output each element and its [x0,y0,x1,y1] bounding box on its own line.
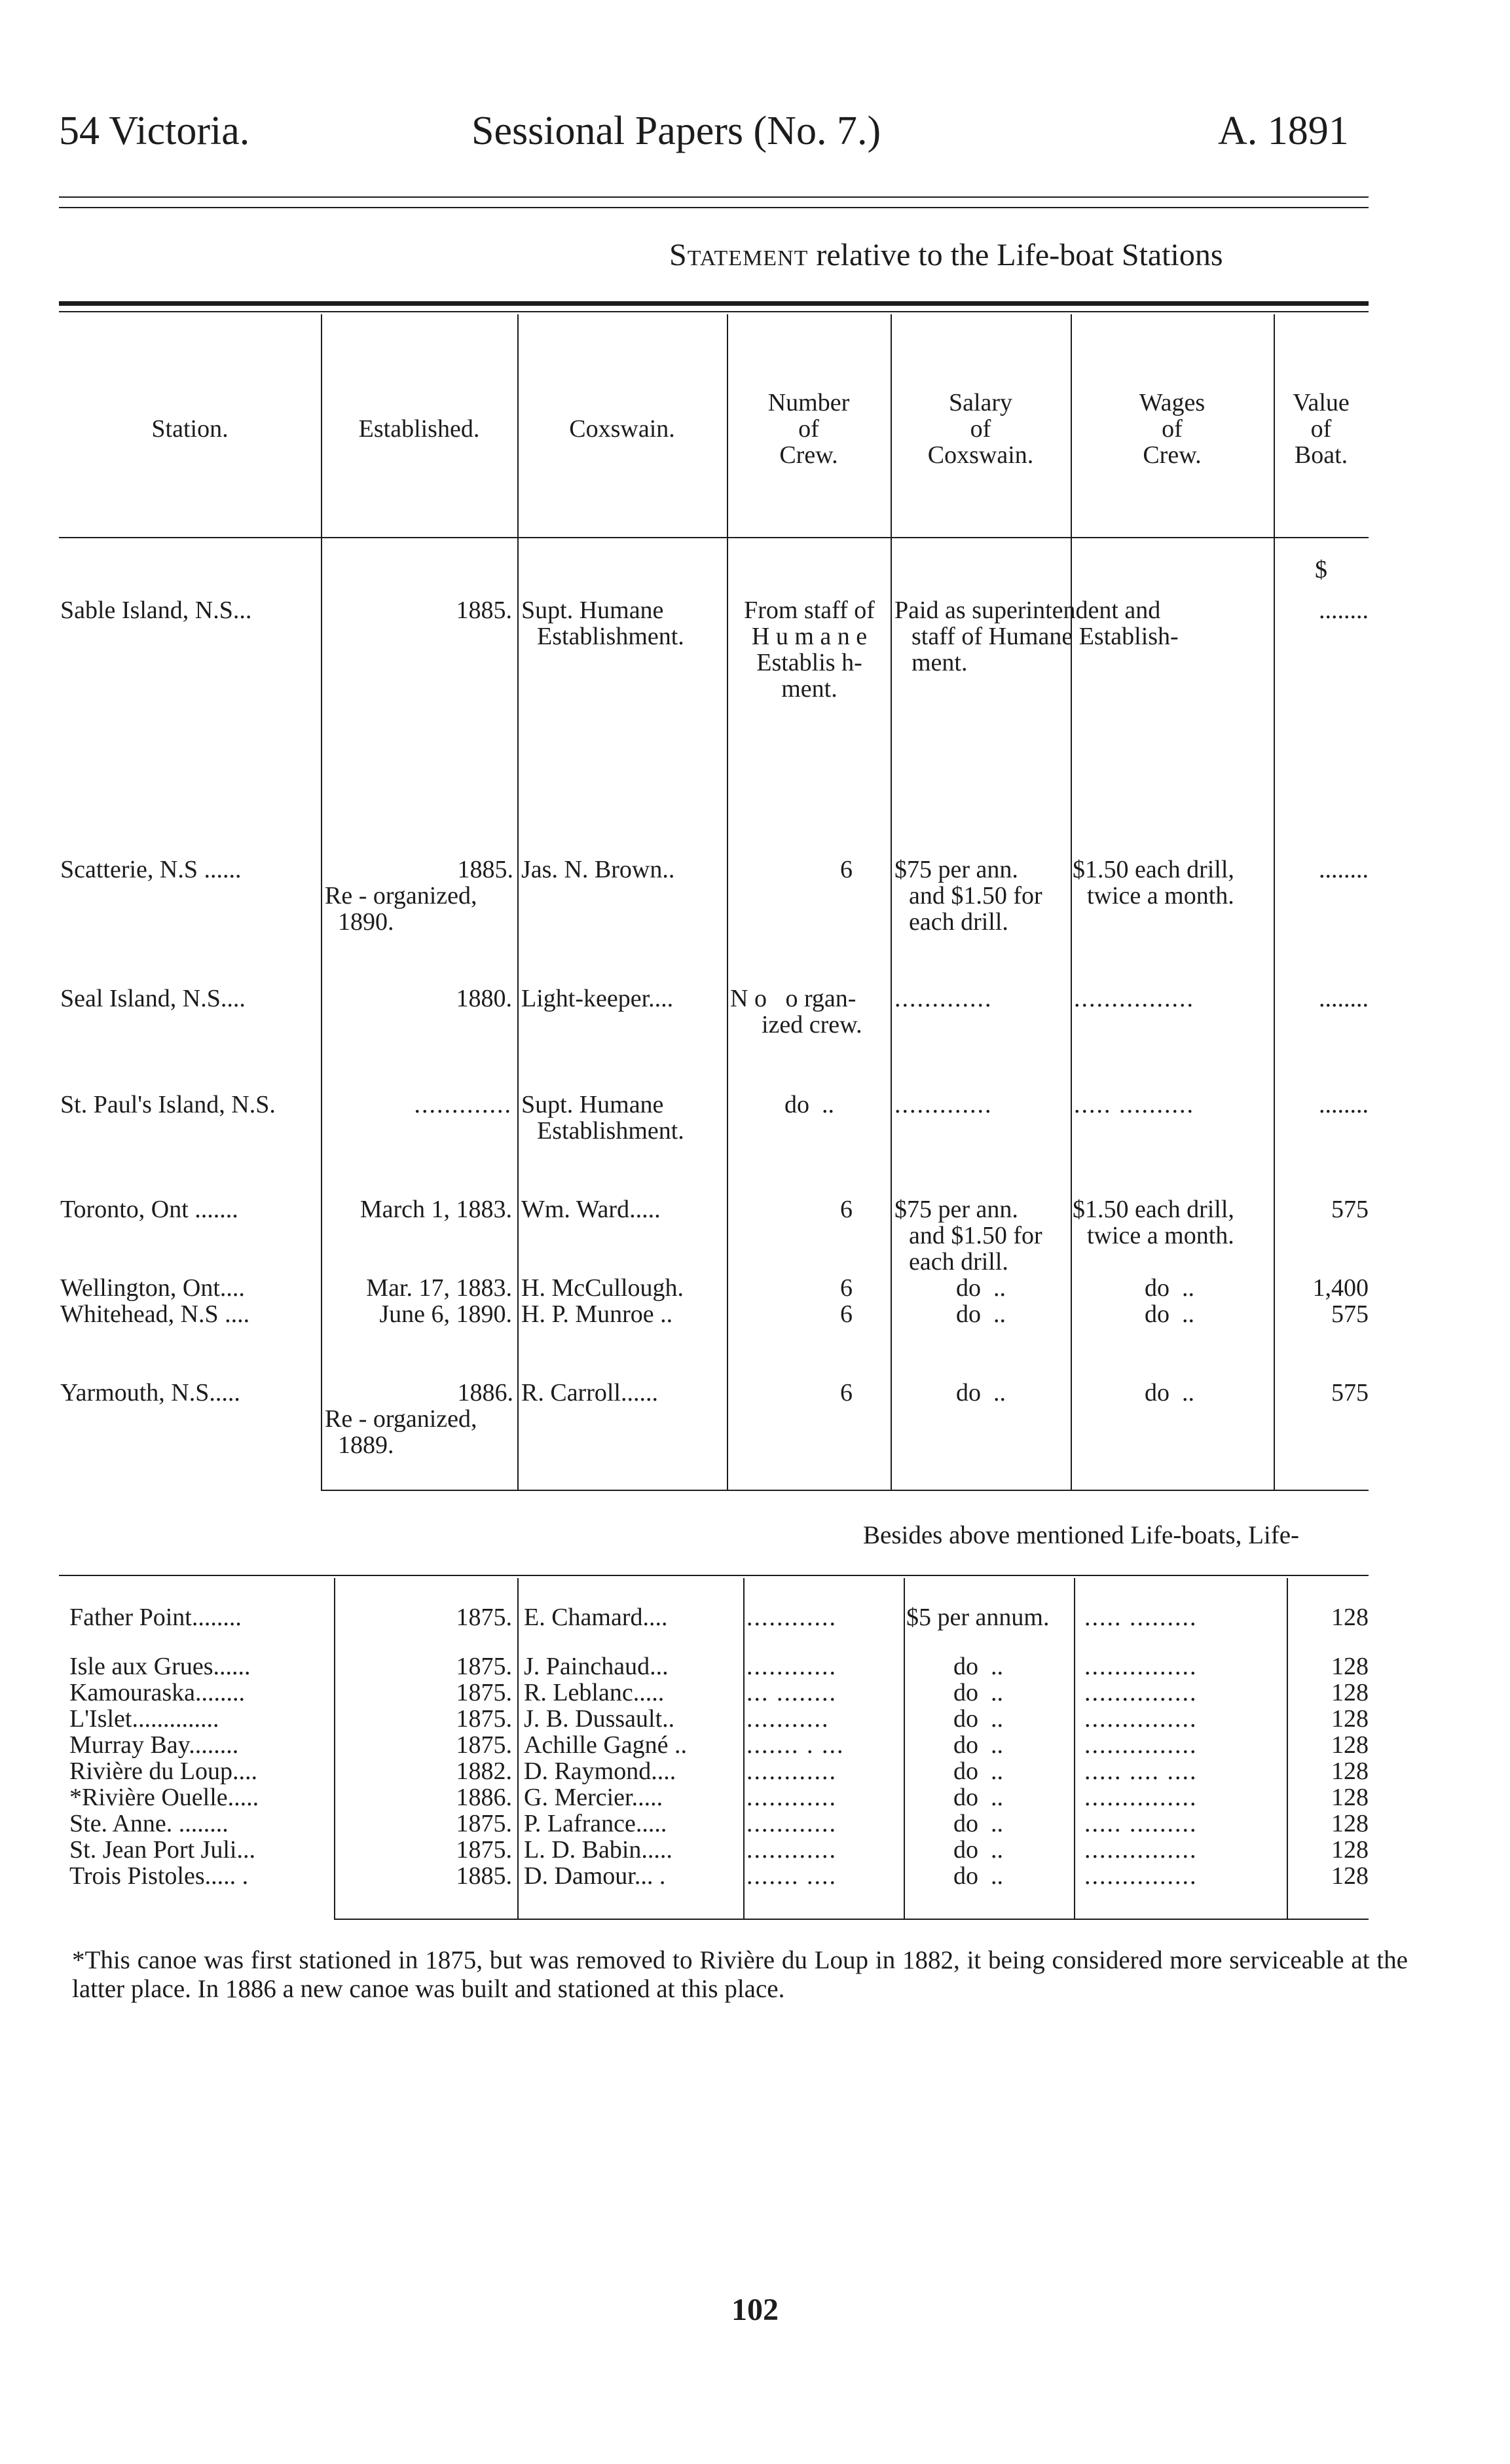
toronto-wages [1073,1196,1234,1249]
col-header-salary [891,390,1071,468]
canoe-coxswain: J. B. Dussault.. [524,1705,675,1733]
canoe-wages: ............... [1084,1784,1198,1811]
canoe-crew: ............ [746,1653,837,1680]
col-header-crew-3: Crew. [779,441,838,469]
footnote: *This canoe was first stationed in 1875, but was removed to Rivière du Loup in 1882, it being considered more serviceable at the latter place. In 1886 a new canoe was built and stationed at this place. [72,1946,1408,2003]
sable-crew-2: H u m a n e [751,623,868,650]
canoe-crew: ....... .... [746,1862,837,1890]
canoe-wages: ............... [1084,1731,1198,1759]
canoe-established: 1875. [456,1705,512,1733]
canoe-station: Murray Bay........ [69,1731,239,1759]
toronto-established: March 1, 1883. [359,1196,512,1223]
stpaul-coxswain-1: Supt. Humane [521,1091,664,1118]
canoe-salary: do .. [953,1757,1003,1785]
yarmouth-est-2: Re - organized, [325,1405,477,1433]
canoe-station: Isle aux Grues...... [69,1653,251,1680]
canoe-established: 1882. [456,1757,512,1785]
scatterie-established [325,856,513,935]
canoe-divider-5 [1074,1578,1075,1919]
canoe-wages: ............... [1084,1653,1198,1680]
canoe-coxswain: P. Lafrance..... [524,1810,667,1837]
wellington-value: 1,400 [1312,1274,1369,1302]
toronto-crew: 6 [840,1196,853,1223]
sable-crew-3: Establis h- [756,649,862,676]
sable-coxswain-2: Establishment. [537,623,684,650]
wellington-salary: do .. [956,1274,1006,1302]
canoe-crew: ............ [746,1757,837,1785]
sable-crew-1: From staff of [744,597,875,624]
canoe-coxswain: D. Damour... . [524,1862,666,1890]
header-rule-bottom [59,207,1369,208]
canoe-table-bottom-rule [334,1919,1369,1920]
stpaul-wages: ..... .......... [1074,1091,1194,1118]
col-header-value-3: Boat. [1294,441,1348,469]
scatterie-station: Scatterie, N.S ...... [60,856,242,883]
col-header-established: Established. [358,415,480,443]
canoe-station: *Rivière Ouelle..... [69,1784,259,1811]
sable-crew-4: ment. [781,675,838,703]
canoe-divider-4 [904,1578,905,1919]
main-table-bottom-rule [321,1490,1369,1491]
seal-crew-1: N o o rgan- [730,985,856,1012]
whitehead-crew: 6 [840,1300,853,1328]
scatterie-est-1: 1885. [457,856,513,883]
canoe-station: Trois Pistoles..... . [69,1862,249,1890]
scatterie-value: ........ [1319,856,1369,883]
whitehead-value: 575 [1331,1300,1369,1328]
canoe-wages: ............... [1084,1836,1198,1864]
yarmouth-crew: 6 [840,1379,853,1407]
wellington-coxswain: H. McCullough. [521,1274,684,1302]
stpaul-salary: ............. [894,1091,993,1118]
canoe-divider-2 [517,1578,519,1919]
canoe-value: 128 [1331,1836,1369,1864]
canoe-value: 128 [1331,1604,1369,1631]
yarmouth-est-3: 1889. [338,1431,394,1459]
seal-crew [730,985,862,1038]
statement-title [669,237,1223,273]
stpaul-crew: do .. [784,1091,834,1118]
col-header-crew-2: of [798,415,819,443]
seal-coxswain: Light-keeper.... [521,985,674,1012]
canoe-salary: do .. [953,1784,1003,1811]
sable-crew [728,597,891,702]
scatterie-coxswain: Jas. N. Brown.. [521,856,675,883]
sable-established: 1885. [456,597,512,624]
canoe-salary: do .. [953,1731,1003,1759]
scatterie-crew: 6 [840,856,853,883]
sable-coxswain-1: Supt. Humane [521,597,664,624]
col-header-coxswain: Coxswain. [569,415,675,443]
toronto-salary [894,1196,1042,1275]
col-divider-5 [1071,314,1072,1490]
yarmouth-salary: do .. [956,1379,1006,1407]
col-header-wages-1: Wages [1139,389,1206,416]
canoe-coxswain: R. Leblanc..... [524,1679,665,1706]
statement-lead: Statement [669,238,809,272]
canoe-established: 1875. [456,1653,512,1680]
canoe-crew: ........... [746,1705,830,1733]
scatterie-wages-2: twice a month. [1087,882,1234,910]
col-header-wages-3: Crew. [1143,441,1202,469]
scatterie-est-2: Re - organized, [325,882,477,910]
wellington-crew: 6 [840,1274,853,1302]
canoe-established: 1885. [456,1862,512,1890]
header-rule-top [59,196,1369,198]
statement-rest: relative to the Life-boat Stations [816,238,1223,272]
canoe-salary: $5 per annum. [906,1604,1050,1631]
col-header-value-2: of [1310,415,1332,443]
canoe-value: 128 [1331,1862,1369,1890]
canoe-wages: ............... [1084,1705,1198,1733]
stpaul-station: St. Paul's Island, N.S. [60,1091,276,1118]
whitehead-coxswain: H. P. Munroe .. [521,1300,673,1328]
sable-station: Sable Island, N.S... [60,597,252,624]
seal-established: 1880. [456,985,512,1012]
yarmouth-established [325,1380,513,1458]
canoe-established: 1875. [456,1836,512,1864]
yarmouth-wages: do .. [1145,1379,1194,1407]
canoe-established: 1886. [456,1784,512,1811]
seal-salary: ............. [894,985,993,1012]
canoe-value: 128 [1331,1679,1369,1706]
scatterie-salary-3: each drill. [909,908,1008,936]
scatterie-wages-1: $1.50 each drill, [1073,856,1234,883]
canoe-crew: ....... . ... [746,1731,845,1759]
canoe-crew: ............ [746,1836,837,1864]
scatterie-salary-1: $75 per ann. [894,856,1018,883]
scatterie-est-3: 1890. [338,908,394,936]
dollar-sign: $ [1315,556,1327,583]
seal-value: ........ [1319,985,1369,1012]
toronto-salary-3: each drill. [909,1248,1008,1276]
sable-value: ........ [1319,597,1369,624]
canoe-established: 1875. [456,1810,512,1837]
col-header-salary-1: Salary [948,389,1013,416]
canoe-salary: do .. [953,1679,1003,1706]
canoe-wages: ..... .... .... [1084,1757,1198,1785]
canoe-station: L'Islet.............. [69,1705,219,1733]
canoe-established: 1875. [456,1731,512,1759]
canoe-value: 128 [1331,1731,1369,1759]
canoe-established: 1875. [456,1604,512,1631]
seal-crew-2: ized crew. [762,1011,862,1039]
canoe-wages: ..... ......... [1084,1810,1198,1837]
col-divider-4 [891,314,892,1490]
wellington-station: Wellington, Ont.... [60,1274,245,1302]
canoe-coxswain: D. Raymond.... [524,1757,676,1785]
whitehead-station: Whitehead, N.S .... [60,1300,250,1328]
canoe-established: 1875. [456,1679,512,1706]
whitehead-wages: do .. [1145,1300,1194,1328]
table-top-rule [59,301,1369,306]
canoe-salary: do .. [953,1862,1003,1890]
scatterie-wages [1073,856,1234,909]
col-header-salary-2: of [970,415,991,443]
header-row-rule [59,537,1369,538]
seal-station: Seal Island, N.S.... [60,985,246,1012]
toronto-value: 575 [1331,1196,1369,1223]
col-header-value-1: Value [1293,389,1350,416]
col-header-station: Station. [151,415,229,443]
toronto-wages-2: twice a month. [1087,1222,1234,1249]
yarmouth-value: 575 [1331,1379,1369,1407]
canoe-coxswain: G. Mercier..... [524,1784,663,1811]
wellington-established: Mar. 17, 1883. [366,1274,512,1302]
canoe-value: 128 [1331,1810,1369,1837]
wellington-wages: do .. [1145,1274,1194,1302]
canoe-crew: ............ [746,1604,837,1631]
page-number: 102 [731,2292,779,2327]
toronto-coxswain: Wm. Ward..... [521,1196,661,1223]
canoe-coxswain: Achille Gagné .. [524,1731,688,1759]
yarmouth-station: Yarmouth, N.S..... [60,1379,240,1407]
canoe-wages: ............... [1084,1679,1198,1706]
canoe-crew: ............ [746,1810,837,1837]
canoe-value: 128 [1331,1784,1369,1811]
canoe-coxswain: J. Painchaud... [524,1653,669,1680]
canoe-value: 128 [1331,1757,1369,1785]
canoe-crew: ............ [746,1784,837,1811]
canoe-station: Father Point........ [69,1604,242,1631]
stpaul-established: ............. [414,1091,512,1118]
toronto-wages-1: $1.50 each drill, [1073,1196,1234,1223]
canoe-salary: do .. [953,1836,1003,1864]
toronto-salary-1: $75 per ann. [894,1196,1018,1223]
stpaul-coxswain [521,1092,684,1144]
besides-note: Besides above mentioned Life-boats, Life- [863,1521,1300,1549]
canoe-wages: ..... ......... [1084,1604,1198,1631]
canoe-crew: ... ........ [746,1679,837,1706]
canoe-value: 128 [1331,1705,1369,1733]
canoe-station: Kamouraska........ [69,1679,246,1706]
canoe-wages: ............... [1084,1862,1198,1890]
col-header-crew [727,390,891,468]
header-volume: 54 Victoria. [59,109,250,153]
scatterie-salary [894,856,1042,935]
toronto-station: Toronto, Ont ....... [60,1196,238,1223]
col-header-crew-1: Number [767,389,850,416]
table-top-rule-thin [59,311,1369,312]
toronto-salary-2: and $1.50 for [909,1222,1042,1249]
canoe-salary: do .. [953,1810,1003,1837]
whitehead-established: June 6, 1890. [379,1300,512,1328]
seal-wages: ................ [1074,985,1194,1012]
yarmouth-est-1: 1886. [457,1379,513,1407]
yarmouth-coxswain: R. Carroll...... [521,1379,658,1407]
header-sessional-papers: Sessional Papers (No. 7.) [471,109,881,153]
canoe-station: Ste. Anne. ........ [69,1810,229,1837]
sable-salary-2: staff of Humane Establish- [912,623,1179,650]
canoe-divider-3 [743,1578,745,1919]
stpaul-value: ........ [1319,1091,1369,1118]
canoe-coxswain: E. Chamard.... [524,1604,668,1631]
canoe-coxswain: L. D. Babin..... [524,1836,672,1864]
col-header-value [1274,390,1369,468]
col-header-salary-3: Coxswain. [927,441,1034,469]
col-header-wages [1071,390,1274,468]
header-year: A. 1891 [1218,109,1349,153]
canoe-salary: do .. [953,1705,1003,1733]
canoe-station: Rivière du Loup.... [69,1757,258,1785]
sable-salary-1: Paid as superintendent and [894,597,1161,624]
whitehead-salary: do .. [956,1300,1006,1328]
col-header-wages-2: of [1162,415,1183,443]
canoe-table-top-rule [59,1575,1369,1576]
scatterie-salary-2: and $1.50 for [909,882,1042,910]
canoe-station: St. Jean Port Juli... [69,1836,255,1864]
col-divider-2 [517,314,519,1490]
canoe-salary: do .. [953,1653,1003,1680]
sable-salary-3: ment. [912,649,968,676]
canoe-value: 128 [1331,1653,1369,1680]
stpaul-coxswain-2: Establishment. [537,1117,684,1145]
